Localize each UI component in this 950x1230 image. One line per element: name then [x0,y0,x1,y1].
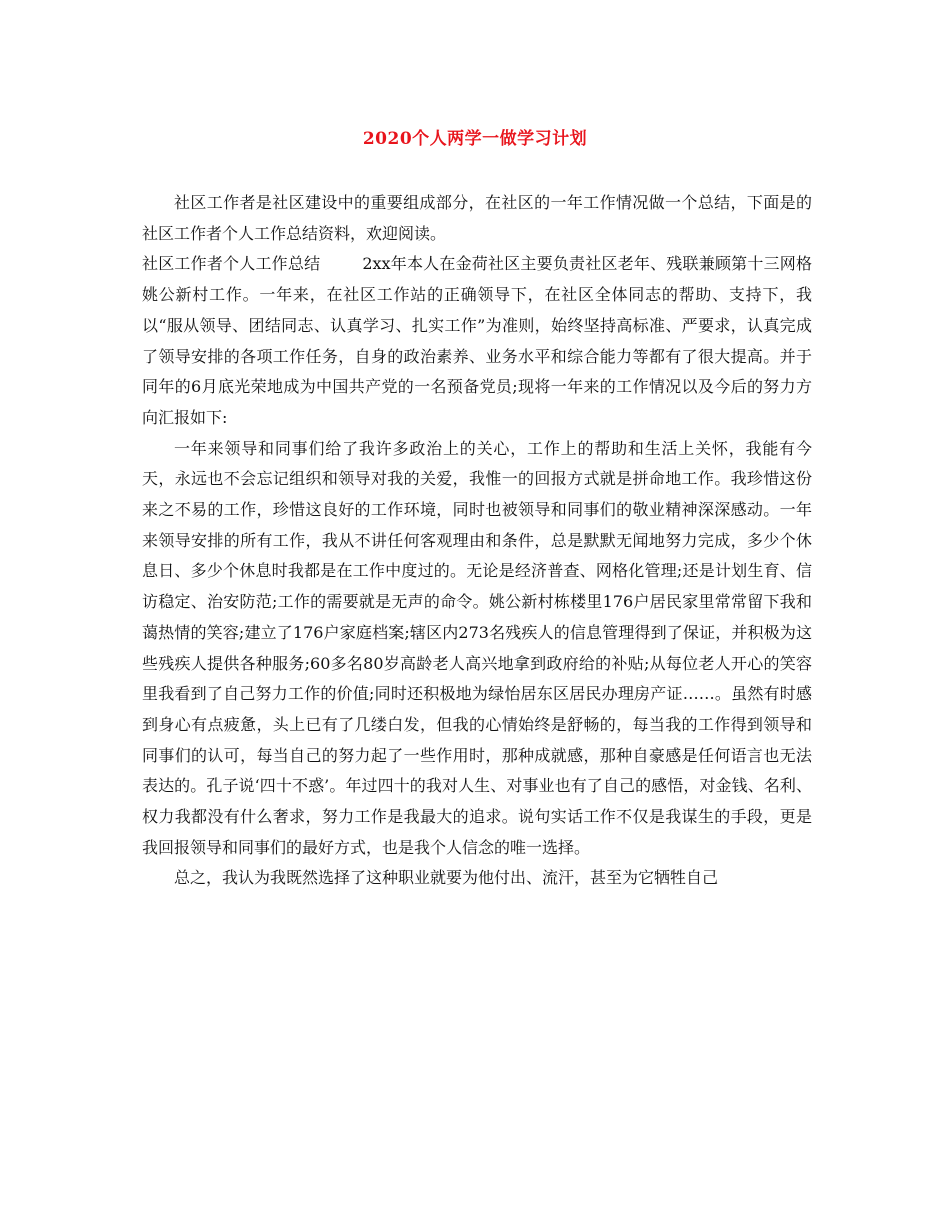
document-title: 2020个人两学一做学习计划 [362,129,588,149]
section-paragraph [142,249,812,433]
document-body [142,188,812,894]
intro-paragraph: 社区工作者是社区建设中的重要组成部分，在社区的一年工作情况做一个总结，下面是的社区工作者个人工作总结资料，欢迎阅读。 [142,193,812,243]
section-heading: 社区工作者个人工作总结 [142,254,321,274]
paragraph-1: 2xx年本人在金荷社区主要负责社区老年、残联兼顾第十三网格姚公新村工作。一年来，在社区工作站的正确领导下，在社区全体同志的帮助、支持下，我以“服从领导、团结同志、认真学习、扎实工作”为准则，始终坚持高标准、严要求，认真完成了领导安排的各项工作任务，自身的政治素养、业务水平和综合能力等都有了很大提高。并于同年的6月底光荣地成为中国共产党的一名预备党员;现将一年来的工作情况以及今后的努力方向汇报如下: [142,254,812,427]
paragraph-2: 一年来领导和同事们给了我许多政治上的关心，工作上的帮助和生活上关怀，我能有今天，永远也不会忘记组织和领导对我的关爱，我惟一的回报方式就是拼命地工作。我珍惜这份来之不易的工作，珍惜这良好的工作环境，同时也被领导和同事们的敬业精神深深感动。一年来领导安排的所有工作，我从不讲任何客观理由和条件，总是默默无闻地努力完成，多少个休息日、多少个休息时我都是在工作中度过的。无论是经济普查、网格化管理;还是计划生育、信访稳定、治安防范;工作的需要就是无声的命令。姚公新村栋楼里176户居民家里常常留下我和蔼热情的笑容;建立了176户家庭档案;辖区内273名残疾人的信息管理得到了保证，并积极为这些残疾人提供各种服务;60多名80岁高龄老人高兴地拿到政府给的补贴;从每位老人开心的笑容里我看到了自己努力工作的价值;同时还积极地为绿怡居东区居民办理房产证……。虽然有时感到身心有点疲惫，头上已有了几缕白发，但我的心情始终是舒畅的，每当我的工作得到领导和同事们的认可，每当自己的努力起了一些作用时，那种成就感，那种自豪感是任何语言也无法表达的。孔子说‘四十不惑’。年过四十的我对人生、对事业也有了自己的感悟，对金钱、名利、权力我都没有什么奢求，努力工作是我最大的追求。说句实话工作不仅是我谋生的手段，更是我回报领导和同事们的最好方式，也是我个人信念的唯一选择。 [142,438,812,857]
paragraph-3: 总之，我认为我既然选择了这种职业就要为他付出、流汗，甚至为它牺牲自己 [174,868,719,888]
